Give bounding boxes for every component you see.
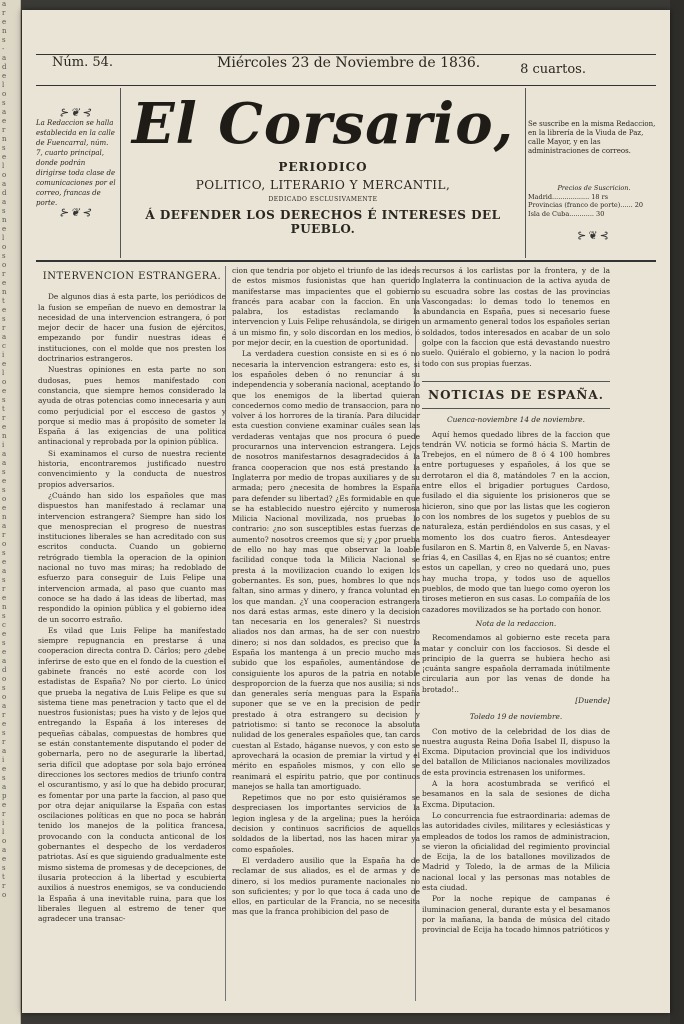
paragraph: La verdadera cuestion consiste en si es ó no necesaria la intervencion estrangera: esto es, si los españoles deben ó no renunciar á su independencia y soberanía nacional, aceptando lo que los enemigos de la libertad quieran concedernos como medio de transaccion, para no volver á los horrores de la tiranía. Para dilucidar esta cuestion conviene examinar cuáles sean las verdaderas ventajas que nos procura ó puede procurarnos una intervencion estrangera. Lejos de nosotros manifestarnos desagradecidos á la franca cooperacion que nos está prestando la Inglaterra por medio de tropas auxiliares y de su armada; pero ¿necesita de hombres la España para defender su libertad? ¿Es formidable en que se ha establecido nuestro ejército y numerosa Milicia Nacional movilizada, nos pruebas lo contrario: ¿no son susceptibles estas fuerzas de aumento? nosotros creemos que sí; y ¿por prueba de ello no hay mas que observar la loable facilidad conque toda la Milicia Nacional se presta á la movilizacion cuando lo exigen los gobernantes. Es son, pues, hombres lo que nos faltan, sino armas y dinero, y franca voluntad en los que mandan. ¿Y una cooperacion estrangera nos dará estas armas, este dinero y la decision tan necesaria en los generales? Si nuestros aliados nos dan armas, ha de ser con nuestro dinero; si nos dan soldados, es preciso que la España los mantenga á un precio mucho mas subido que los españoles, aumentándose de consiguiente los apuros de la patria en notable desproporcion de la fuerza que nos ausilia; si nos dan generales sería menguas para la España suponer que se ve en la precision de pedir prestado á otra estrangero su decision y patriotismo: si tanto se reconoce la absoluta nulidad de los generales españoles que, tan caros cuestan al Estado, háganse nuevos, y con esto se aprovechará la ocasion de premiar la virtud y el mérito en españoles mismos, y con ello se reanimará el espíritu patrio, que por continuos manejos se halla tan amortiguado. [232, 349, 420, 791]
redaction-notice [36, 108, 116, 218]
article-heading: INTERVENCION ESTRANGERA. [42, 271, 222, 282]
column-1 [38, 266, 226, 925]
paragraph: Nuestras opiniones en esta parte no son dudosas, pues hemos manifestado con constancia, que siempre hemos considerado la ayuda de otras potencias como innecesaria y aun como perjudicial por el escceso de gastos y porque si medio mas á propósito de someter la España á las exigencias de una politica antinacional y reprobada por la opinion pública. [38, 365, 226, 447]
motto: Á DEFENDER LOS DERECHOS É INTERESES DEL PUEBLO. [145, 208, 501, 236]
top-rule [36, 54, 656, 55]
newspaper-page [22, 10, 670, 1013]
dateline: Toledo 19 de noviembre. [469, 712, 563, 722]
column-2 [232, 266, 420, 919]
price-table-heading: Precios de Suscricion. [557, 184, 631, 192]
subscription-notice [528, 120, 658, 156]
dedication-label: DEDICADO ESCLUSIVAMENTE [268, 196, 378, 203]
paragraph: Con motivo de la celebridad de los dias de nuestra augusta Reina Doña Isabel II, dispuso la Excma. Diputacion provincial que los individuos del batallon de Milicianos nacionales movilizados de esta provincia estrenasen los uniformes. [422, 726, 610, 777]
masthead [120, 88, 526, 258]
scan-background [670, 0, 684, 1024]
paragraph: De algunos dias á esta parte, los periódicos de la fusion se empeñan de nuevo en demostrar la necesidad de una intervencion estrangera, ó por mejor decir de hacer una fusion de ejércitos, empezando por fundir nuestras ideas é instituciones, con el molde que nos presten los doctrinarios estrangeros. [38, 292, 226, 364]
ornament-icon: ⊱❦⊰ [59, 206, 93, 219]
periodico-label: PERIODICO [278, 160, 368, 174]
newspaper-title: El Corsario, [131, 91, 515, 157]
header-bottom-rule [36, 260, 656, 262]
paragraph: El verdadero ausilio que la España ha de reclamar de sus aliados, es el de armas y de dinero, si los medios puramente nacionales no son suficientes; y por lo que toca á cada uno de ellos, en particular de la Francia, no se necesita mas que la franca prohibicion del paso de [232, 855, 420, 917]
paragraph: Lo concurrencia fue estraordinaria: ademas de las autoridades civiles, militares y eclesiásticas y empleados de todos los ramos de administracion, se vieron la oficialidad del regimiento provincial de Ecija, la de los batallones movilizados de Madrid y Toledo, la de armas de la Milicia nacional local y las personas mas notables de esta ciudad. [422, 810, 610, 893]
issue-number: Núm. 54. [52, 55, 114, 70]
paragraph: Repetimos que no por esto quisiéramos se despreciasen los importantes servicios de la legion inglesa y de la argelina; pues la heróica decision y continuos sacrificios de aquellos soldados de la libertad, nos las hacen mirar ya como españoles. [232, 793, 420, 854]
issue-price: 8 cuartos. [520, 62, 586, 77]
previous-page-edge: a r e n s - a d e l o s a e r n s e l o a d a s n e l o s o r e n t e s r a c i e l o e s t r e n i a a s e s o e n a r o s e a s r e n s c e s e a d o s o a r e s r a i e s a p e r i l o a e s t r o [0, 0, 21, 1024]
issue-date: Miércoles 23 de Noviembre de 1836. [217, 55, 481, 71]
price-row: Isla de Cuba............ 30 [528, 209, 605, 218]
paragraph: Si examinamos el curso de nuestra reciente historia, encontraremos justificado nuestro convencimiento y la conducta de nuestros propios adversarios. [38, 448, 226, 489]
dateline: Cuenca-noviembre 14 de noviembre. [446, 415, 586, 425]
price-row: Madrid.................. 18 rs [528, 192, 609, 201]
masthead-rule [36, 85, 656, 86]
subscription-notice-text: Se suscribe en la misma Redaccion, en la librería de la Viuda de Paz, calle Mayor, y en las administraciones de correos. [528, 120, 656, 155]
redaction-notice-text: La Redaccion se halla establecida en la calle de Fuencarral, núm. 7, cuarto principal, donde podrán dirigirse toda clase de comunicaciones por el correo, francas de porte. [36, 119, 116, 207]
ornament-icon: ⊱❦⊰ [59, 106, 93, 119]
section-heading: NOTICIAS DE ESPAÑA. [422, 381, 610, 409]
paragraph: Por la noche repique de campanas é iluminacion general, durante esta y el besamanos por la mañana, la banda de música del citado provincial de Ecija ha tocado himnos patrióticos y [422, 894, 610, 935]
descriptor-label: POLITICO, LITERARIO Y MERCANTIL, [195, 178, 451, 192]
paragraph: A la hora acostumbrada se verificó el besamanos en la sala de sesiones de dicha Excma. Diputacion. [422, 779, 610, 809]
column-3 [422, 266, 610, 937]
ornament-icon: ⊱❦⊰ [577, 229, 611, 242]
note-heading: Nota de la redaccion. [475, 618, 557, 628]
price-table [528, 184, 660, 241]
paragraph: Aquí hemos quedado libres de la faccion que tendrán VV. noticia se formó hácia S. Martin de Trebejos, en el número de 8 ó 4 100 hombres entre portugueses y españoles, á los que se derrotaron el dia 8, matándoles 7 en la accion, entre ellos el brigadier portugues Cardoso, fusilado el dia siguiente los prisioneros que se hicieron, sino que por las listas que les cogieron con los nombres de los sugetos y pueblos de su naturaleza, están perdiéndolos en sus casas, y el momento los dos cuatro fieros. Antesdeayer fusilaron en S. Martin 8, en Valverde 5, en Navas-frias 4, en Casillas 4, en Ejas no sé cuantos; entre estos un capellan, y creo no quedará uno, pues hay mucha tropa, y todos uso de aquellos pueblos, de modo que tan luego como oyeron los tiroses metieron en sus casas. Lo compañía de los cazadores movilizados se ha portado con honor. [422, 429, 610, 614]
paragraph: Recomendamos al gobierno este receta para matar y concluir con los facciosos. Si desde el principio de la guerra se hubiera hecho asi ¡cuánta sangre española derramada inútilmente circularia aun por las venas de donde ha brotado!.. [422, 633, 610, 694]
paragraph: Es vilad que Luis Felipe ha manifestado siempre repugnancia en prestarse á una cooperacion directa contra D. Cárlos; pero ¿debe inferirse de esto que en el fondo de la cuestion el gabinete francés no esté acorde con los estadistas de España? No por cierto. Lo único que prueba la negativa de Luis Felipe es que su sistema tiene mas penetracion y tacto que el de nuestros fusionistas; pues ha visto y de lejos que entregando la España á los intereses de pequeñas cábalas, compuestas de hombres que se están constantemente disputando el poder de gobernarla, pero no de asegurarle la libertad, seria difícil que adoptase por sola bajo errónea direcciones los sectores medios de triunfo contra el oscurantismo, y así lo que ha debido procurar, es fomentar por una parte la faccion, al paso que por otra dejar aniquilarse la España con estas oscilaciones políticas en que no poca se habrán tenido los manejos de la politica francesa, provocando con la conducta anticonal de los gobernantes el despecho de los verdaderos patriotas. Así es que siguiendo gradualmente este mismo sistema de promesas y de decepciones, de ilusaria proteccion á la libertad y escubierta auxilios á nuestros enemigos, se va conduciendo la España á una inevitable ruina, para que los liberales lleguen al estremo de tener que agradecer una transac- [38, 625, 226, 924]
paragraph: cion que tendria por objeto el triunfo de las ideas de estos mismos fusionistas que han querido manifestarse mas impacientes que el gobierno francés para acabar con la faccion. En una palabra, los estadistas reclamando la intervencion y Luis Felipe rehusándola, se dirigen á un mismo fin, y solo discordan en los medios, ó por mejor decir, en la cuestion de oportunidad. [232, 266, 420, 348]
price-row: Provincias (franco de porte)...... 20 [528, 201, 644, 209]
paragraph: recursos á los carlistas por la frontera, y de la Inglaterra la continuacion de la activa ayuda de su escuadra sobre las costas de las provincias Vascongadas: lo demas todo lo tenemos en abundancia en España, pues si necesario fuese un armamento general todos los españoles serian soldados, todos interesados en acabar de un solo golpe con la faccion que está devastando nuestro suelo. Quiéralo el gobierno, y la nacion lo podrá todo con sus propias fuerzas. [422, 266, 610, 368]
paragraph: ¿Cuándo han sido los españoles que mas dispuestos han manifestado á reclamar una intervencion estrangera? Siempre han sido los que menosprecian el progreso de nuestras instituciones liberales se han acreditado con sus escritos conducta. Cuando un gobierno retrógrado tiembla la operacion de la opinion nacional no tuvo mas miras; ha redoblado de esfuerzo para conseguir de Luis Felipe una intervencion armada, al paso que cuanto mas conoce se ha dado á las ideas de libertad, mas respondido la opinion pública y el gobierno idea de un socorro estraño. [38, 490, 226, 624]
note-signature: [Duende] [575, 695, 610, 705]
